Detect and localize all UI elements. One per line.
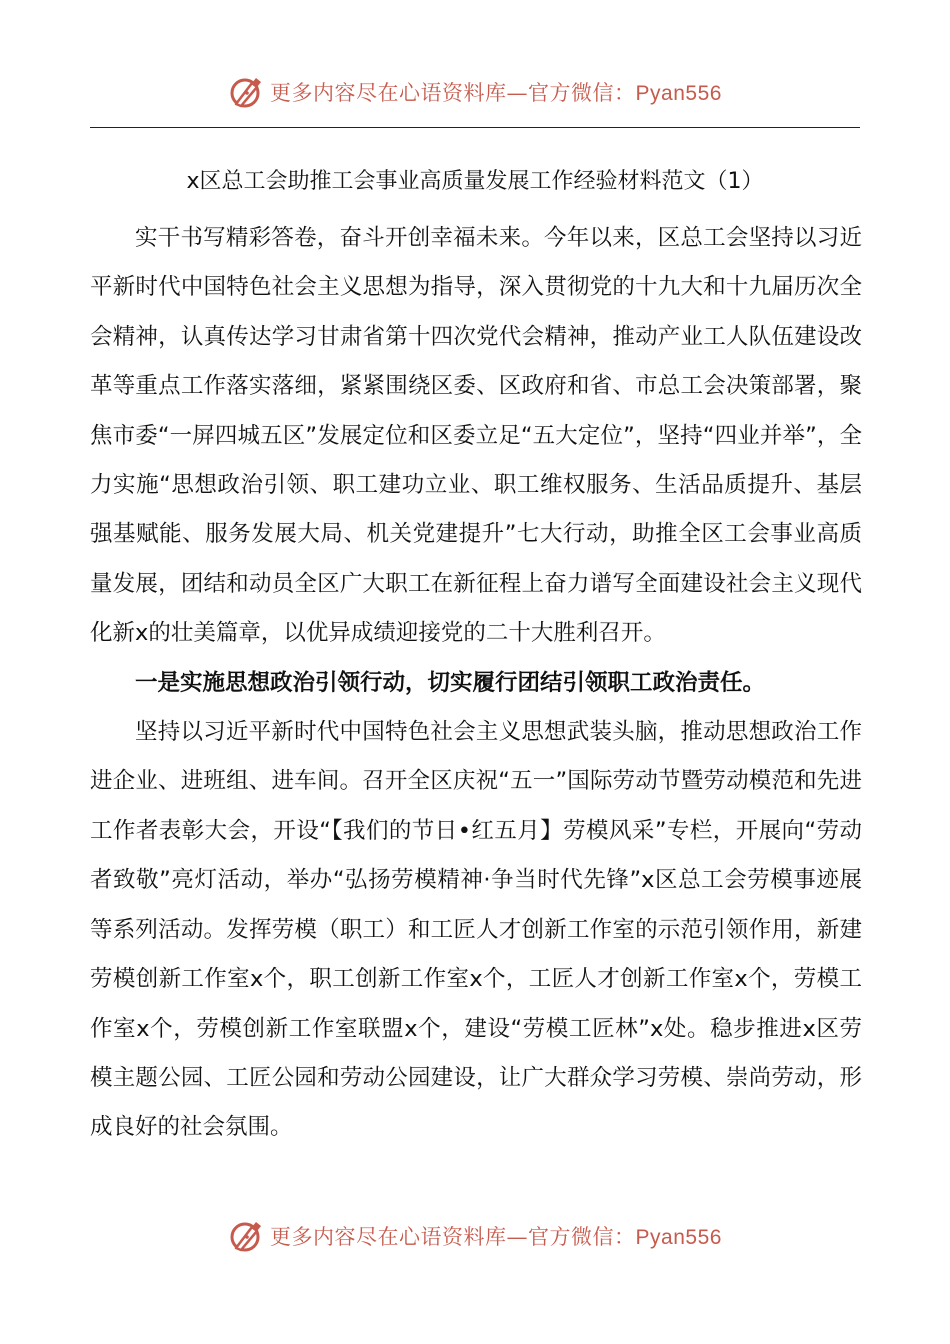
banner-text [270, 77, 722, 107]
banner-text-cn: 更多内容尽在心语资料库—官方微信： [270, 1225, 636, 1249]
pen-nib-circle-icon [228, 1218, 264, 1254]
footer-banner [0, 1214, 950, 1258]
header-divider [90, 127, 860, 128]
document-body [90, 214, 862, 1153]
document-title: x区总工会助推工会事业高质量发展工作经验材料范文（1） [186, 169, 764, 194]
pen-nib-circle-icon [228, 74, 264, 110]
section-paragraph: 坚持以习近平新时代中国特色社会主义思想武装头脑，推动思想政治工作进企业、进班组、进车间。召开全区庆祝“五一”国际劳动节暨劳动模范和先进工作者表彰大会，开设“【我们的节日•红五月】劳模风采”专栏，开展向“劳动者致敬”亮灯活动，举办“弘扬劳模精神·争当时代先锋”x区总工会劳模事迹展等系列活动。发挥劳模（职工）和工匠人才创新工作室的示范引领作用，新建劳模创新工作室x个，职工创新工作室x个，工匠人才创新工作室x个，劳模工作室x个，劳模创新工作室联盟x个，建设“劳模工匠林”x处。稳步推进x区劳模主题公园、工匠公园和劳动公园建设，让广大群众学习劳模、崇尚劳动，形成良好的社会氛围。 [90, 719, 862, 1141]
wechat-id: Pyan556 [635, 1226, 722, 1249]
wechat-id: Pyan556 [635, 82, 722, 105]
header-banner [0, 70, 950, 114]
intro-paragraph: 实干书写精彩答卷，奋斗开创幸福未来。今年以来，区总工会坚持以习近平新时代中国特色社会主义思想为指导，深入贯彻党的十九大和十九届历次全会精神，认真传达学习甘肃省第十四次党代会精神，推动产业工人队伍建设改革等重点工作落实落细，紧紧围绕区委、区政府和省、市总工会决策部署，聚焦市委“一屏四城五区”发展定位和区委立足“五大定位”，坚持“四业并举”，全力实施“思想政治引领、职工建功立业、职工维权服务、生活品质提升、基层强基赋能、服务发展大局、机关党建提升”七大行动，助推全区工会事业高质量发展，团结和动员全区广大职工在新征程上奋力谱写全面建设社会主义现代化新x的壮美篇章，以优异成绩迎接党的二十大胜利召开。 [90, 225, 862, 647]
banner-text-cn: 更多内容尽在心语资料库—官方微信： [270, 81, 636, 105]
banner-text [270, 1221, 722, 1251]
section-heading: 一是实施思想政治引领行动，切实履行团结引领职工政治责任。 [135, 669, 766, 696]
